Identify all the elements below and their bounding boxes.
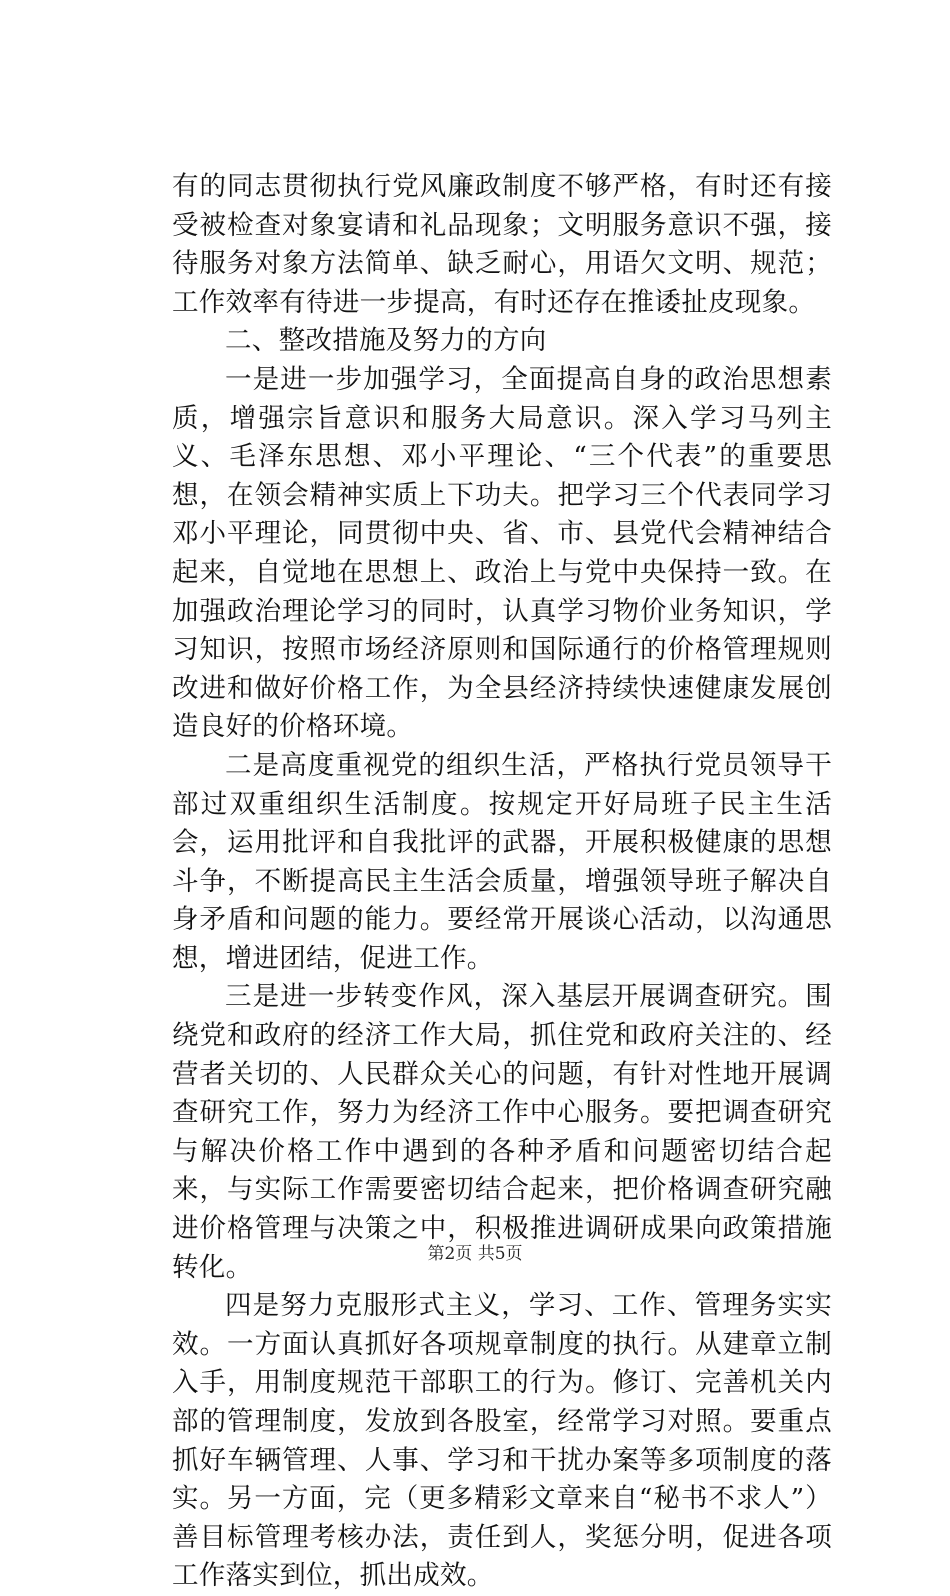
paragraph-4: 二是高度重视党的组织生活，严格执行党员领导干部过双重组织生活制度。按规定开好局班子民主生活会，运用批评和自我批评的武器，开展积极健康的思想斗争，不断提高民主生活会质量，增强领导班子解决自身矛盾和问题的能力。要经常开展谈心活动，以沟通思想，增进团结，促进工作。 [172, 749, 832, 974]
document-body [172, 168, 832, 1596]
section-heading: 二、整改措施及努力的方向 [225, 325, 547, 357]
page-footer: 第2页 共5页 [427, 1244, 523, 1264]
paragraph-1: 有的同志贯彻执行党风廉政制度不够严格，有时还有接受被检查对象宴请和礼品现象；文明服务意识不强，接待服务对象方法简单、缺乏耐心，用语欠文明、规范；工作效率有待进一步提高，有时还存在推诿扯皮现象。 [172, 171, 832, 318]
paragraph-5: 三是进一步转变作风，深入基层开展调查研究。围绕党和政府的经济工作大局，抓住党和政府关注的、经营者关切的、人民群众关心的问题，有针对性地开展调查研究工作，努力为经济工作中心服务。要把调查研究与解决价格工作中遇到的各种矛盾和问题密切结合起来，与实际工作需要密切结合起来，把价格调查研究融进价格管理与决策之中，积极推进调研成果向政策措施转化。 [172, 981, 832, 1283]
paragraph-3: 一是进一步加强学习，全面提高自身的政治思想素质，增强宗旨意识和服务大局意识。深入学习马列主义、毛泽东思想、邓小平理论、“三个代表”的重要思想，在领会精神实质上下功夫。把学习三个代表同学习邓小平理论，同贯彻中央、省、市、县党代会精神结合起来，自觉地在思想上、政治上与党中央保持一致。在加强政治理论学习的同时，认真学习物价业务知识，学习知识，按照市场经济原则和国际通行的价格管理规则改进和做好价格工作，为全县经济持续快速健康发展创造良好的价格环境。 [172, 363, 832, 743]
paragraph-6: 四是努力克服形式主义，学习、工作、管理务实实效。一方面认真抓好各项规章制度的执行。从建章立制入手，用制度规范干部职工的行为。修订、完善机关内部的管理制度，发放到各股室，经常学习对照。要重点抓好车辆管理、人事、学习和干扰办案等多项制度的落实。另一方面，完（更多精彩文章来自“秘书不求人”）善目标管理考核办法，责任到人，奖惩分明，促进各项工作落实到位，抓出成效。 [172, 1290, 832, 1592]
